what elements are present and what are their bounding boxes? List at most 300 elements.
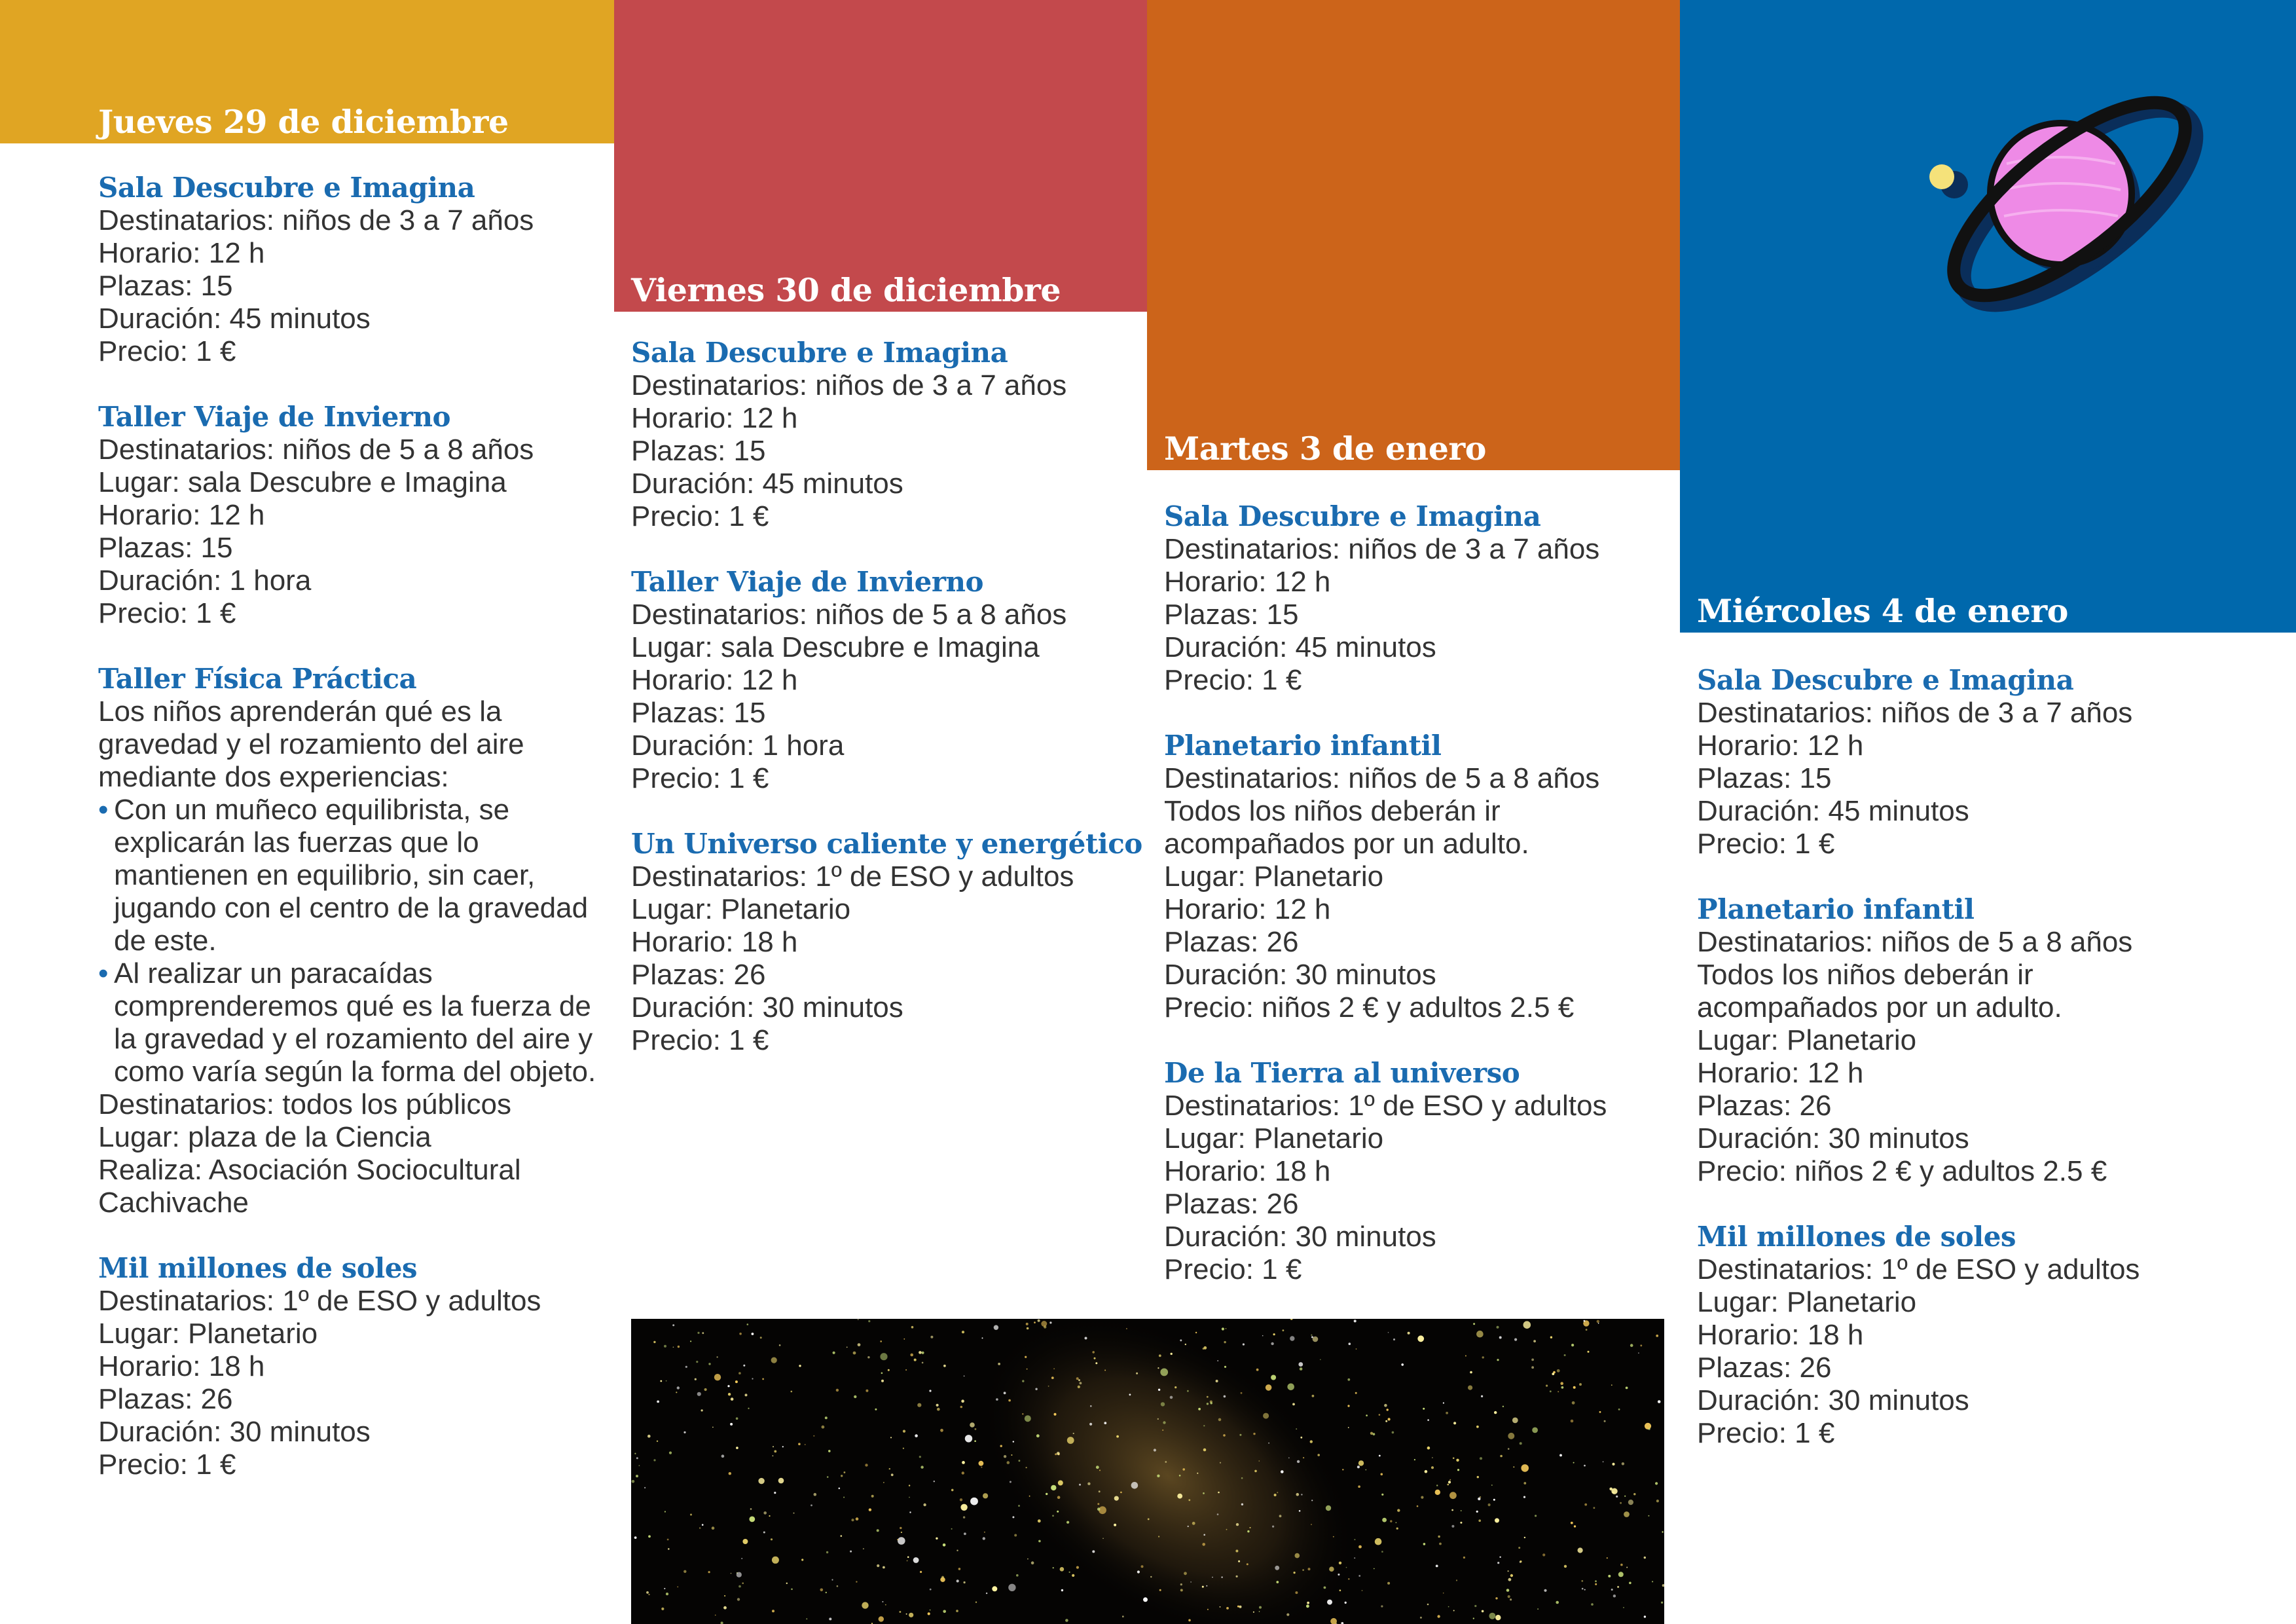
event-detail: Precio: 1 € [1164,664,1302,696]
star [665,1511,666,1512]
day-heading: Viernes 30 de diciembre [631,271,1061,309]
event-detail: Destinatarios: niños de 5 a 8 años [98,434,534,466]
star [1097,1503,1099,1505]
star [737,1598,740,1600]
star [854,1395,856,1398]
star [1474,1605,1476,1607]
star [881,1373,883,1375]
event-detail: Todos los niños deberán ir [1164,795,1501,827]
star [1296,1428,1297,1430]
star [736,1447,738,1449]
star [1198,1408,1201,1411]
star [683,1431,685,1433]
star [1478,1519,1481,1522]
star [1662,1584,1664,1587]
event-detail: Plazas: 26 [1697,1352,1832,1384]
star [1584,1589,1586,1591]
star [1276,1581,1279,1583]
star [1630,1344,1633,1347]
star [1616,1496,1618,1498]
star [1628,1500,1633,1505]
star [1274,1494,1277,1496]
star [841,1535,843,1537]
star [921,1352,924,1354]
star [1114,1496,1119,1501]
star [1535,1515,1537,1517]
star [981,1467,982,1468]
star [1180,1589,1183,1591]
star [891,1473,894,1476]
star [900,1611,902,1613]
event-detail: Destinatarios: 1º de ESO y adultos [98,1285,541,1317]
star [1207,1403,1209,1405]
star [865,1464,867,1466]
star [1508,1595,1510,1598]
event-detail: Plazas: 15 [1164,599,1299,631]
star [1203,1425,1205,1426]
star [1586,1329,1588,1331]
star [1599,1411,1601,1413]
star [1203,1492,1205,1494]
event-detail: Precio: 1 € [1697,828,1835,860]
star [1387,1582,1390,1585]
star [1222,1327,1224,1330]
star [1339,1589,1341,1591]
star [696,1361,698,1363]
star [1423,1408,1425,1410]
star [850,1551,852,1553]
star [975,1428,977,1430]
event-block [1697,664,2286,860]
star [1451,1525,1454,1528]
event-detail: Lugar: Planetario [1164,860,1384,893]
star [712,1427,714,1428]
star [1603,1461,1604,1462]
star [897,1539,898,1540]
star [731,1397,734,1401]
star [856,1517,859,1521]
star [1197,1473,1198,1474]
star [1542,1553,1545,1556]
star [721,1621,723,1624]
star [1465,1356,1467,1357]
star [1495,1518,1499,1522]
star [1427,1604,1429,1606]
star [1092,1351,1095,1354]
star [1488,1504,1491,1506]
star [673,1346,674,1348]
star [1476,1331,1484,1338]
star [858,1319,859,1320]
event-detail: Horario: 12 h [1164,566,1331,598]
star [1277,1492,1278,1493]
star [1499,1337,1502,1339]
star [1184,1572,1187,1575]
star [1018,1505,1020,1507]
star [1226,1328,1227,1329]
star [1025,1415,1031,1422]
star [1649,1428,1650,1430]
star [1259,1460,1260,1462]
stars-field [631,1319,1664,1624]
star [1482,1356,1484,1358]
star [772,1610,774,1612]
star [1473,1617,1474,1619]
star [957,1550,958,1551]
event-block [631,566,1142,795]
star [1623,1607,1624,1608]
event-detail: Duración: 45 minutos [1697,795,1969,827]
star [898,1537,905,1545]
star [1243,1343,1245,1345]
star [934,1481,935,1482]
star [1297,1460,1300,1463]
star [1618,1409,1620,1411]
star [1381,1494,1383,1496]
star [960,1406,963,1409]
star [677,1386,680,1389]
star [1584,1504,1587,1506]
star [1057,1511,1059,1513]
star [1027,1327,1029,1330]
star [1080,1382,1082,1384]
star [731,1573,732,1574]
star [1457,1469,1459,1471]
star [984,1532,985,1533]
star [1014,1534,1017,1537]
star [839,1488,841,1490]
star [841,1475,843,1477]
star [1355,1392,1357,1394]
star [1165,1461,1167,1463]
star [1662,1531,1663,1532]
star [943,1365,946,1367]
star [1207,1396,1209,1398]
star [957,1579,959,1582]
star [634,1536,637,1539]
star [1171,1353,1173,1355]
star [1594,1507,1595,1509]
star [820,1589,824,1592]
star [1313,1337,1319,1342]
star [1038,1320,1040,1322]
header-band-jueves [0,0,614,143]
star [879,1616,884,1621]
star [974,1440,976,1442]
star [1358,1485,1360,1488]
star [1468,1386,1472,1390]
star [1076,1377,1079,1380]
star [695,1378,697,1380]
event-detail: Horario: 18 h [98,1350,265,1382]
star [1026,1323,1029,1325]
star [986,1593,987,1594]
star [1089,1423,1092,1426]
star [1159,1354,1161,1357]
star [1247,1563,1248,1565]
star [920,1571,922,1573]
star [786,1583,788,1584]
event-detail: Duración: 1 hora [631,729,845,762]
star [1463,1557,1465,1559]
star [1238,1560,1240,1562]
star [1349,1342,1351,1345]
star [1143,1597,1148,1602]
star [1235,1550,1238,1553]
event-detail: Destinatarios: niños de 3 a 7 años [1697,697,2133,729]
star [1523,1482,1526,1485]
star [1461,1510,1462,1511]
star [881,1380,884,1382]
day-heading: Martes 3 de enero [1164,430,1486,468]
star [903,1448,904,1449]
star [1195,1332,1197,1333]
star [1388,1332,1389,1333]
star [843,1497,845,1498]
star [1348,1427,1349,1428]
event-detail: Horario: 12 h [98,237,265,269]
star [1294,1572,1296,1574]
star [1148,1519,1150,1521]
star [1559,1454,1562,1457]
star [772,1557,779,1564]
star [1482,1610,1484,1613]
star [1387,1409,1389,1411]
star [1431,1466,1434,1469]
star [1311,1500,1313,1501]
star [1136,1373,1138,1375]
star [1295,1591,1298,1594]
star [1203,1449,1207,1452]
star [1216,1380,1218,1382]
star [1390,1520,1392,1522]
star [1531,1359,1534,1361]
star [1396,1522,1397,1523]
star [1393,1338,1395,1340]
star [1362,1590,1363,1591]
event-detail: Plazas: 15 [98,532,233,564]
star [1010,1481,1011,1483]
star [1180,1583,1182,1585]
bullet-icon: • [98,957,109,989]
star [1414,1459,1415,1460]
star [742,1539,748,1544]
star [1290,1319,1293,1320]
star [1550,1390,1552,1392]
star [930,1336,933,1338]
star [1358,1545,1362,1549]
star [903,1430,905,1433]
star [1573,1462,1575,1464]
event-detail: Lugar: sala Descubre e Imagina [98,466,507,498]
star [1053,1567,1054,1568]
star [1311,1524,1312,1525]
star [1420,1617,1422,1619]
event-title: Sala Descubre e Imagina [1697,664,2074,696]
star [1224,1366,1226,1368]
star [1476,1426,1479,1428]
star [701,1409,703,1411]
star [909,1485,910,1486]
star [1212,1577,1213,1578]
star [875,1409,877,1411]
star [1069,1572,1070,1573]
star [1365,1469,1366,1471]
star [678,1346,680,1348]
star [1633,1493,1635,1495]
star [748,1408,749,1409]
star [634,1453,636,1454]
star [847,1346,848,1348]
star [1206,1585,1207,1587]
star [1552,1373,1554,1375]
star [856,1581,857,1582]
star [1624,1511,1630,1517]
event-detail: Horario: 12 h [1697,1057,1864,1089]
star [763,1532,765,1534]
star [936,1404,939,1407]
star [1237,1606,1239,1608]
star [1097,1507,1101,1511]
star [774,1450,776,1453]
star [1427,1419,1429,1421]
star [1175,1386,1176,1388]
star [1494,1411,1497,1414]
event-block [1164,500,1675,697]
star [1342,1469,1343,1470]
event-detail: Horario: 12 h [631,664,798,696]
star [738,1372,741,1375]
header-band-martes [1147,0,1680,470]
star [1085,1337,1087,1340]
star [1481,1395,1483,1397]
star [1019,1460,1021,1462]
star [664,1588,665,1589]
star [1022,1380,1024,1382]
star [743,1365,745,1367]
star [1163,1421,1165,1424]
star [930,1589,932,1591]
star [1448,1481,1451,1483]
star [867,1356,869,1358]
event-block [98,401,602,630]
star [1346,1567,1347,1568]
event-detail: Destinatarios: 1º de ESO y adultos [1164,1090,1607,1122]
star [1300,1437,1302,1439]
star [1302,1569,1304,1571]
star [1031,1561,1034,1564]
star [741,1558,742,1559]
star [1451,1509,1453,1511]
event-detail: Todos los niños deberán ir [1697,959,2033,991]
star [885,1604,886,1606]
star [1067,1437,1074,1444]
star [964,1376,965,1377]
star [1022,1413,1023,1414]
star [657,1441,658,1442]
event-block [98,1252,602,1481]
star [1345,1602,1347,1604]
star [1620,1564,1623,1566]
star [1281,1470,1284,1473]
star [1385,1420,1387,1422]
star [1581,1580,1583,1582]
star [907,1557,909,1559]
star [1247,1530,1249,1532]
star [1170,1396,1173,1399]
star [1521,1464,1529,1472]
star [1518,1547,1520,1549]
star [1582,1588,1584,1590]
star [1374,1568,1375,1570]
star [1617,1586,1619,1588]
event-title: Sala Descubre e Imagina [631,337,1008,369]
star [880,1353,887,1360]
star [1217,1360,1218,1361]
event-detail: Plazas: 15 [631,435,766,467]
star [1114,1524,1116,1526]
star [1417,1505,1419,1507]
star [1595,1583,1597,1585]
star [1470,1371,1472,1374]
star [1298,1362,1303,1367]
star [866,1390,868,1392]
star [1347,1405,1349,1407]
moon-icon [1929,164,1954,189]
star [1512,1418,1518,1424]
star [1381,1551,1383,1553]
star [1307,1602,1309,1604]
bullet-list [98,794,602,1088]
star [699,1527,701,1528]
star [1099,1490,1101,1492]
star [1381,1605,1383,1607]
star [1202,1543,1205,1546]
star [1478,1498,1480,1500]
star [1579,1383,1582,1386]
event-block [1697,1221,2286,1450]
event-title: Mil millones de soles [1697,1221,2016,1253]
star [677,1586,678,1587]
star [1239,1434,1241,1436]
star [928,1612,930,1615]
event-detail: Duración: 30 minutos [1697,1384,1969,1416]
star [773,1455,774,1456]
star [1564,1565,1567,1568]
star [1546,1385,1548,1387]
star [1436,1565,1438,1568]
star [827,1476,829,1478]
star [1438,1536,1440,1538]
star [962,1471,964,1474]
star [1287,1384,1294,1391]
header-band-viernes [614,0,1147,312]
star [648,1535,651,1538]
star [1218,1418,1222,1422]
star [1188,1526,1189,1527]
star [1079,1484,1081,1486]
star [979,1461,984,1466]
star [1202,1586,1204,1588]
star [657,1401,659,1403]
star [1571,1420,1574,1423]
star [791,1391,793,1393]
star [1347,1378,1350,1381]
star [723,1606,727,1610]
star [1102,1538,1104,1540]
planet-illustration [1679,0,2296,633]
star [708,1571,710,1573]
